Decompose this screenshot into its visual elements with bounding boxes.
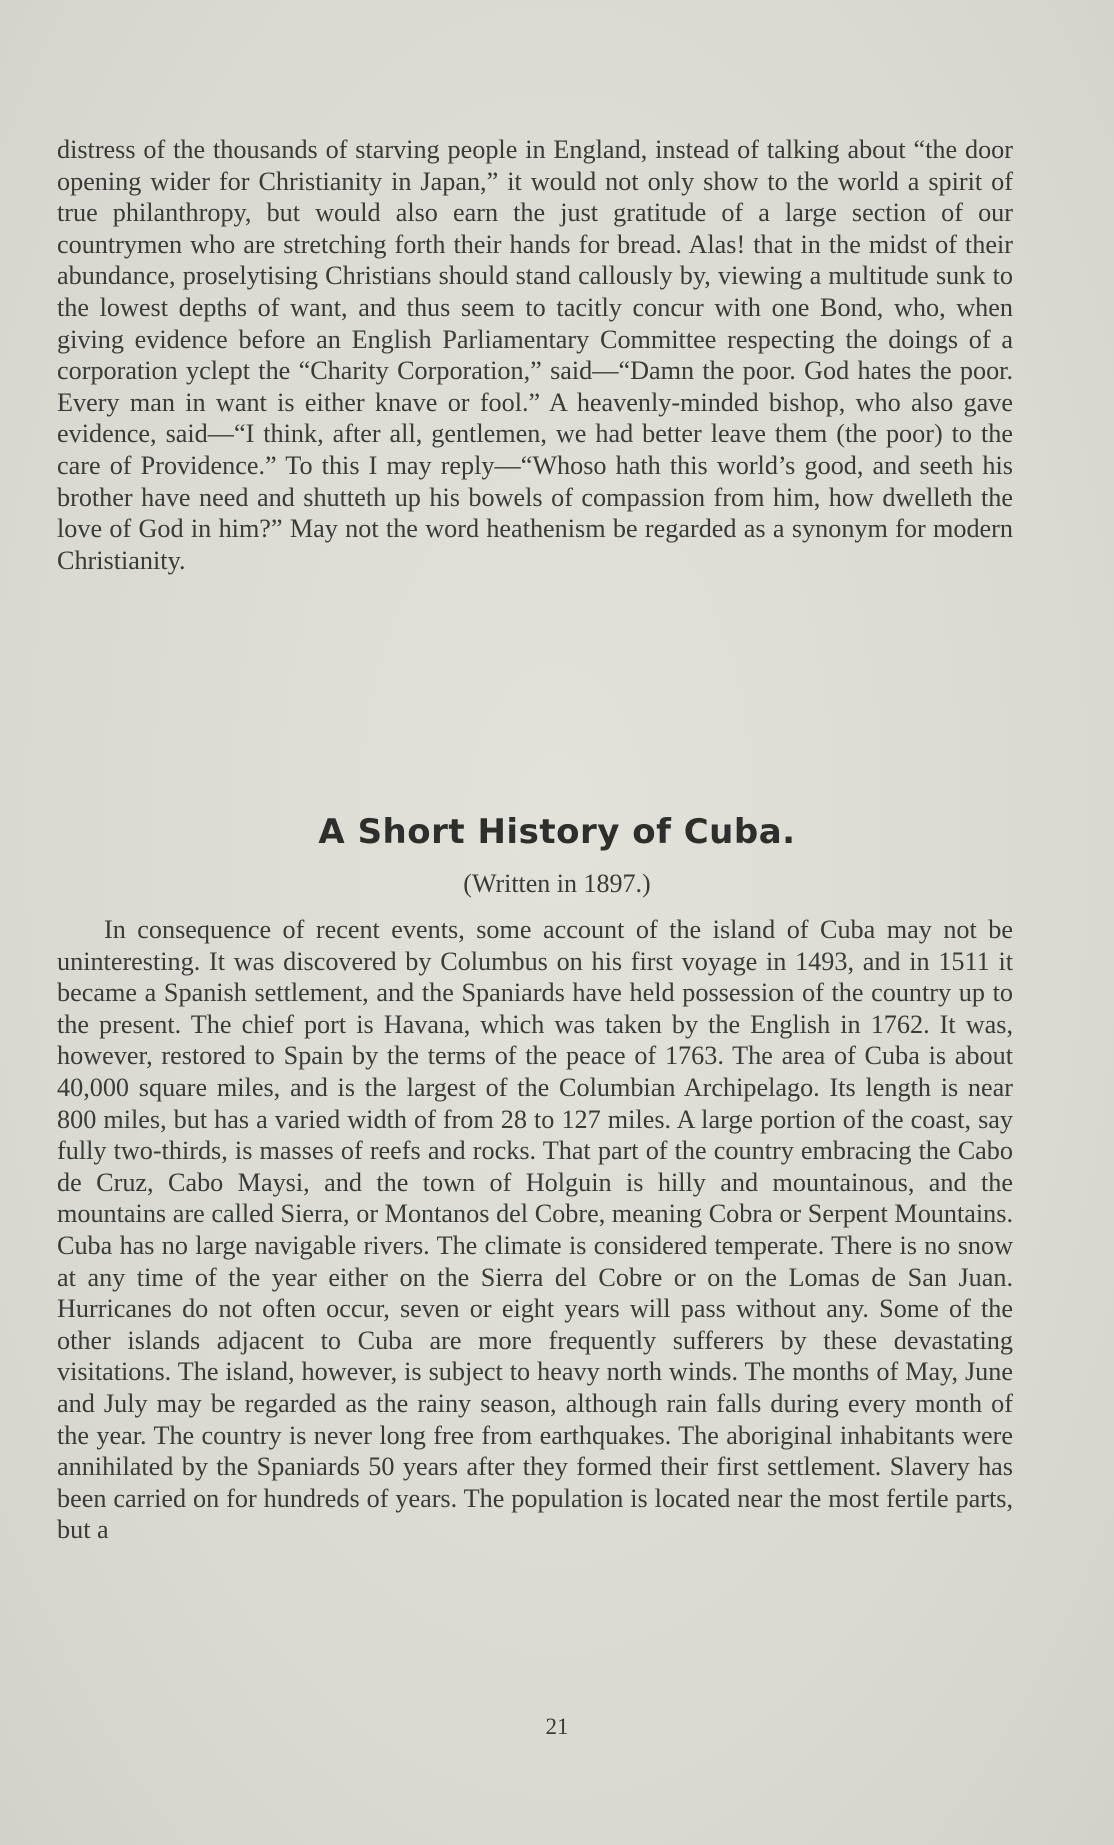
continuation-paragraph: distress of the thousands of starving people in England, instead of talking about “the door opening wider for Christianity in Japan,” it would not only show to the world a spirit of true philanthropy, but would also earn the just gratitude of a large section of our countrymen who are stretching forth their hands for bread. Alas! that in the midst of their abundance, proselytising Christians should stand callously by, viewing a multitude sunk to the lowest depths of want, and thus seem to tacitly concur with one Bond, who, when giving evidence before an English Parliamentary Committee respecting the doings of a corporation yclept the “Charity Corporation,” said—“Damn the poor. God hates the poor. Every man in want is either knave or fool.” A heavenly-minded bishop, who also gave evidence, said—“I think, after all, gentlemen, we had better leave them (the poor) to the care of Providence.” To this I may reply—“Whoso hath this world’s good, and seeth his brother have need and shutteth up his bowels of compassion from him, how dwelleth the love of God in him?” May not the word heathenism be regarded as a synonym for modern Christianity. xyxy=(57,135,1013,575)
article-body-paragraph: In consequence of recent events, some account of the island of Cuba may not be uninteresting. It was discovered by Columbus on his first voyage in 1493, and in 1511 it became a Spanish settlement, and the Spaniards have held possession of the country up to the present. The chief port is Havana, which was taken by the English in 1762. It was, however, restored to Spain by the terms of the peace of 1763. The area of Cuba is about 40,000 square miles, and is the largest of the Columbian Archipelago. Its length is near 800 miles, but has a varied width of from 28 to 127 miles. A large portion of the coast, say fully two-thirds, is masses of reefs and rocks. That part of the country embracing the Cabo de Cruz, Cabo Maysi, and the town of Holguin is hilly and mountainous, and the mountains are called Sierra, or Montanos del Cobre, meaning Cobra or Serpent Mountains. Cuba has no large navigable rivers. The climate is considered temperate. There is no snow at any time of the year either on the Sierra del Cobre or on the Lomas de San Juan. Hurricanes do not often occur, seven or eight years will pass without any. Some of the other islands adjacent to Cuba are more frequently sufferers by these devastating visitations. The island, however, is subject to heavy north winds. The months of May, June and July may be regarded as the rainy season, although rain falls during every month of the year. The country is never long free from earthquakes. The aboriginal inhabitants were annihilated by the Spaniards 50 years after they formed their first settlement. Slavery has been carried on for hundreds of years. The population is located near the most fertile parts, but a xyxy=(57,915,1013,1545)
article-subtitle: (Written in 1897.) xyxy=(463,869,651,898)
continuation-text-block xyxy=(57,134,1013,576)
article-text-block xyxy=(57,914,1013,1546)
page-number: 21 xyxy=(545,1714,569,1739)
article-title: A Short History of Cuba. xyxy=(318,812,796,852)
